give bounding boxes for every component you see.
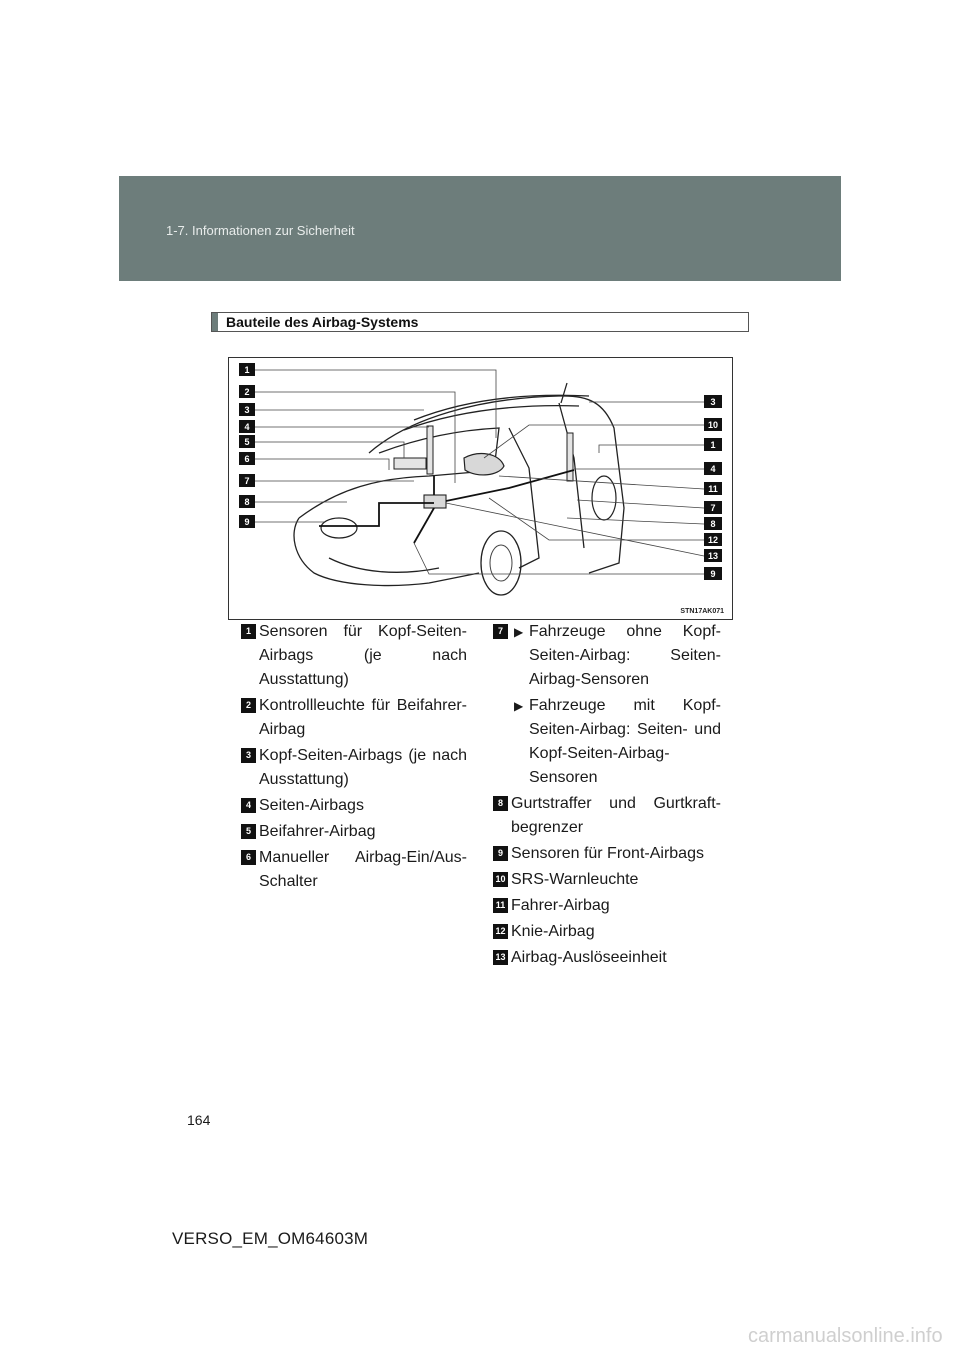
- callout-right-4: 4: [710, 464, 716, 474]
- item-number-badge: 9: [493, 846, 508, 861]
- control-unit: [424, 495, 446, 508]
- list-item: [493, 894, 721, 918]
- car-antenna: [561, 383, 567, 403]
- item-text: SRS-Warnleuchte: [511, 871, 639, 888]
- list-item: [493, 946, 721, 970]
- item-text: Fahrer-Airbag: [511, 897, 610, 914]
- item-number-badge: 7: [493, 624, 508, 639]
- list-item: [241, 820, 467, 844]
- item-number-badge: 11: [493, 898, 508, 913]
- callout-right-12: 12: [707, 535, 719, 545]
- legend-column-left: [241, 620, 467, 896]
- item-text: Knie-Airbag: [511, 923, 595, 940]
- item-number-badge: 6: [241, 850, 256, 865]
- header-band: [119, 176, 841, 281]
- item-text: Gurtstraffer und Gurtkraft-begrenzer: [511, 795, 721, 836]
- sub-item: [493, 620, 721, 692]
- callout-right-9: 9: [710, 569, 716, 579]
- callout-right-3: 3: [710, 397, 716, 407]
- car-front-door: [509, 428, 539, 568]
- callout-right-10: 10: [707, 420, 719, 430]
- triangle-bullet-icon: ▶: [514, 625, 524, 639]
- callout-right-7: 7: [710, 503, 716, 513]
- front-wheel-hub: [490, 545, 512, 581]
- sub-item-text: Fahrzeuge mit Kopf-Seiten-Airbag: Seiten- und Kopf-Seiten-Airbag-Sensoren: [529, 697, 721, 786]
- list-item: [241, 620, 467, 692]
- item-number-badge: 10: [493, 872, 508, 887]
- callout-right-1: 1: [710, 440, 716, 450]
- side-airbag-left: [427, 426, 433, 474]
- list-item: [493, 842, 721, 866]
- wiring-front: [414, 508, 434, 543]
- list-item: [241, 744, 467, 792]
- figure-code: STN17AK071: [680, 608, 724, 615]
- car-illustration: [229, 358, 732, 619]
- wiring-right: [446, 470, 574, 501]
- section-title-text: Bauteile des Airbag-Systems: [226, 314, 419, 330]
- footer-document-code: VERSO_EM_OM64603M: [172, 1229, 369, 1248]
- callout-left-6: 6: [244, 454, 250, 464]
- callout-left-5: 5: [244, 437, 250, 447]
- sub-item: [493, 694, 721, 790]
- item-text: Manueller Airbag-Ein/Aus-Schalter: [259, 849, 467, 890]
- car-hood-line: [299, 470, 499, 518]
- item-number-badge: 5: [241, 824, 256, 839]
- item-number-badge: 1: [241, 624, 256, 639]
- headlight: [321, 518, 357, 538]
- driver-airbag-shape: [464, 454, 504, 475]
- passenger-airbag-box: [394, 458, 426, 469]
- car-front-bumper: [294, 518, 479, 586]
- item-text: Sensoren für Front-Airbags: [511, 845, 704, 862]
- item-number-badge: 3: [241, 748, 256, 763]
- callout-left-1: 1: [244, 365, 250, 375]
- airbag-system-diagram: [228, 357, 733, 620]
- item-number-badge: 13: [493, 950, 508, 965]
- page-number: 164: [187, 1112, 211, 1128]
- list-item: [241, 694, 467, 742]
- callout-left-8: 8: [244, 497, 250, 507]
- item-number-badge: 12: [493, 924, 508, 939]
- callout-left-9: 9: [244, 517, 250, 527]
- item-number-badge: 4: [241, 798, 256, 813]
- callout-right-11: 11: [708, 484, 718, 494]
- side-airbag-right: [567, 433, 573, 481]
- callout-left-7: 7: [244, 476, 250, 486]
- list-item: [493, 868, 721, 892]
- list-item: [493, 620, 721, 790]
- front-wheel: [481, 531, 521, 595]
- item-text: Kontrollleuchte für Beifahrer-Airbag: [259, 697, 467, 738]
- wiring-main: [319, 503, 434, 526]
- item-text: Beifahrer-Airbag: [259, 823, 376, 840]
- list-item: [241, 794, 467, 818]
- section-title: [211, 312, 749, 332]
- callout-left-4: 4: [244, 422, 250, 432]
- list-item: [241, 846, 467, 894]
- item-number-badge: 8: [493, 796, 508, 811]
- item-text: Seiten-Airbags: [259, 797, 364, 814]
- item-text: Airbag-Auslöseeinheit: [511, 949, 667, 966]
- section-breadcrumb: 1-7. Informationen zur Sicherheit: [166, 223, 355, 238]
- item-text: Sensoren für Kopf-Seiten-Airbags (je nach Ausstattung): [259, 623, 467, 688]
- callout-left-3: 3: [244, 405, 250, 415]
- section-title-bar: [212, 313, 218, 331]
- callout-right-8: 8: [710, 519, 716, 529]
- item-number-badge: 2: [241, 698, 256, 713]
- callout-left-2: 2: [244, 387, 250, 397]
- legend-column-right: [493, 620, 721, 972]
- callout-right-13: 13: [707, 551, 719, 561]
- list-item: [493, 792, 721, 840]
- triangle-bullet-icon: ▶: [514, 699, 524, 713]
- list-item: [493, 920, 721, 944]
- watermark: carmanualsonline.info: [748, 1325, 943, 1347]
- sub-item-text: Fahrzeuge ohne Kopf-Seiten-Airbag: Seiten-Airbag-Sensoren: [529, 623, 721, 688]
- item-text: Kopf-Seiten-Airbags (je nach Ausstattung): [259, 747, 467, 788]
